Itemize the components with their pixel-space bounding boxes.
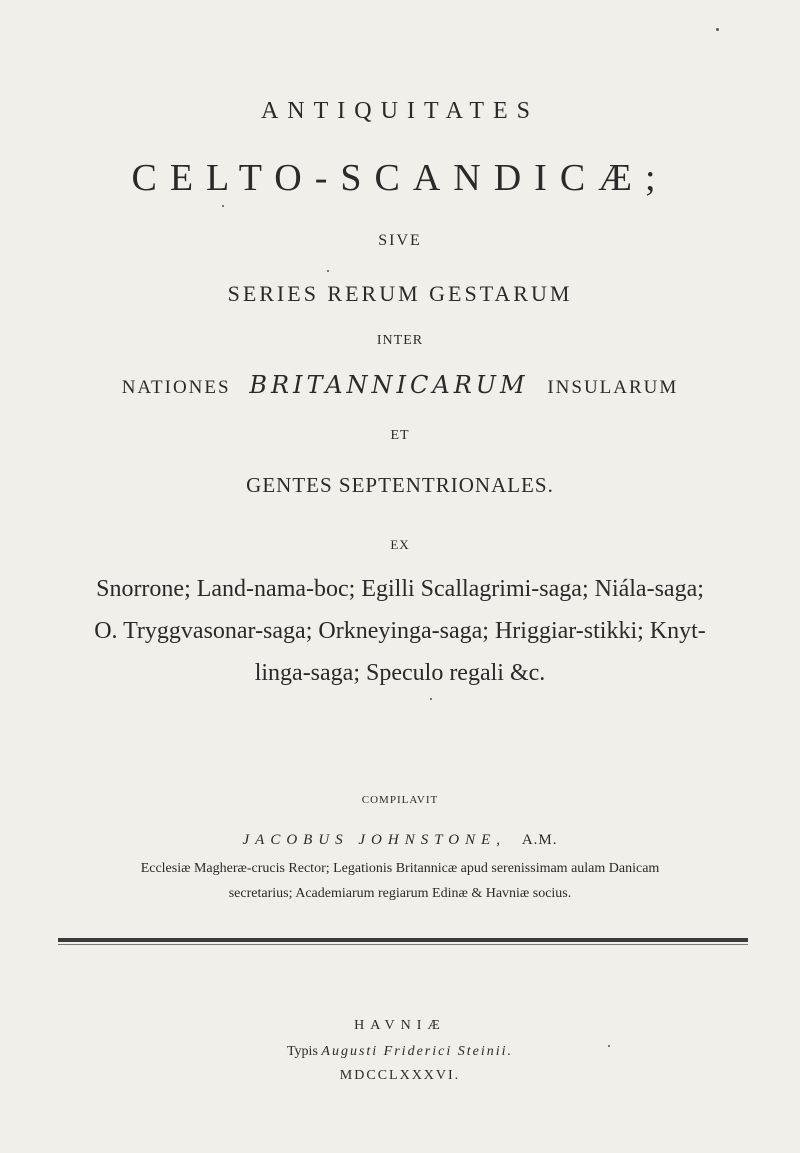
- compiler-name: JACOBUS JOHNSTONE,: [242, 832, 507, 848]
- imprint-typis: Typis: [286, 1044, 318, 1059]
- subtitle-series: SERIES RERUM GESTARUM: [227, 281, 573, 306]
- compiler-degree: A.M.: [521, 832, 558, 848]
- subtitle-et: ET: [390, 428, 410, 443]
- imprint-year: MDCCLXXXVI.: [339, 1068, 461, 1083]
- subtitle-insularum: INSULARUM: [547, 377, 679, 398]
- title-line-1: ANTIQUITATES: [260, 98, 540, 124]
- title-line-2: CELTO-SCANDICÆ;: [131, 157, 669, 199]
- imprint-printer: Augusti Friderici Steinii.: [321, 1044, 514, 1059]
- subtitle-britannicarum: BRITANNICARUM: [249, 371, 529, 399]
- compiler-label: COMPILAVIT: [361, 794, 439, 806]
- paper-speck: [608, 1045, 610, 1047]
- paper-speck: [716, 28, 719, 31]
- paper-speck: [327, 270, 329, 272]
- divider-rule: [58, 938, 748, 942]
- divider-rule-thin: [58, 944, 748, 945]
- sources-line-1: Snorrone; Land-nama-boc; Egilli Scallagrimi-saga; Niála-saga;: [96, 576, 704, 602]
- compiler-titles-1: Ecclesiæ Magheræ-crucis Rector; Legationis Britannicæ apud serenissimam aulam Danicam: [140, 861, 660, 876]
- subtitle-sive: SIVE: [378, 232, 422, 249]
- imprint-printer-line: [0, 1044, 800, 1060]
- subtitle-inter: INTER: [376, 333, 424, 348]
- imprint-city: HAVNIÆ: [354, 1018, 446, 1033]
- subtitle-nationes: NATIONES: [121, 377, 231, 398]
- subtitle-gentes: GENTES SEPTENTRIONALES.: [246, 473, 554, 497]
- paper-speck: [430, 698, 432, 700]
- compiler-name-line: [0, 832, 800, 849]
- subtitle-nationes-line: [0, 371, 800, 399]
- sources-line-2: O. Tryggvasonar-saga; Orkneyinga-saga; Hriggiar-stikki; Knyt-: [94, 618, 706, 644]
- paper-speck: [222, 205, 224, 207]
- sources-ex: EX: [390, 537, 410, 552]
- compiler-titles-2: secretarius; Academiarum regiarum Edinæ & Havniæ socius.: [228, 886, 572, 901]
- sources-line-3: linga-saga; Speculo regali &c.: [254, 660, 546, 686]
